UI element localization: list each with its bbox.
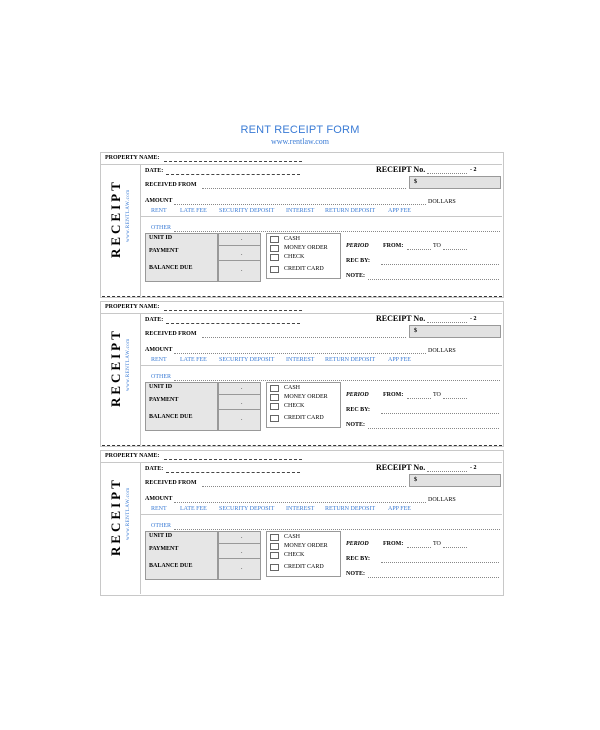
category-security-deposit[interactable]: SECURITY DEPOSIT [219, 208, 275, 214]
category-interest[interactable]: INTEREST [286, 506, 315, 512]
credit-card-checkbox[interactable] [270, 564, 279, 571]
period-from-field[interactable] [407, 398, 431, 399]
category-rent[interactable]: RENT [151, 357, 167, 363]
divider [218, 543, 261, 544]
receipt-side-title: RECEIPT [108, 477, 123, 556]
receipt-no-suffix: - 2 [470, 316, 477, 322]
balance-due-decimal: . [241, 565, 243, 571]
category-interest[interactable]: INTEREST [286, 208, 315, 214]
category-rent[interactable]: RENT [151, 506, 167, 512]
unit-id-label: UNIT ID [149, 235, 173, 241]
money-order-checkbox[interactable] [270, 394, 279, 401]
divider [218, 409, 261, 410]
cash-checkbox[interactable] [270, 534, 279, 541]
check-label: CHECK [284, 254, 305, 260]
category-app-fee[interactable]: APP FEE [388, 357, 411, 363]
money-order-label: MONEY ORDER [284, 245, 328, 251]
balance-due-decimal: . [241, 416, 243, 422]
period-to-label: TO [433, 392, 441, 398]
balance-due-label: BALANCE DUE [149, 265, 193, 271]
divider [141, 365, 502, 366]
amount-words-field[interactable] [174, 353, 426, 354]
dollar-sign: $ [414, 328, 417, 334]
amount-box[interactable] [409, 176, 501, 189]
money-order-checkbox[interactable] [270, 543, 279, 550]
note-field[interactable] [368, 279, 499, 280]
received-from-label: RECEIVED FROM [145, 182, 197, 188]
unit-id-label: UNIT ID [149, 384, 173, 390]
property-name-field[interactable] [164, 161, 302, 162]
check-label: CHECK [284, 403, 305, 409]
receipt-no-label: RECEIPT No. [376, 314, 426, 323]
period-from-field[interactable] [407, 249, 431, 250]
other-field[interactable] [174, 380, 500, 381]
category-return-deposit[interactable]: RETURN DEPOSIT [325, 357, 376, 363]
rec-by-label: REC BY: [346, 556, 370, 562]
credit-card-label: CREDIT CARD [284, 266, 324, 272]
receipt-side-url: www.RENTLAW.com [126, 189, 131, 242]
period-to-label: TO [433, 243, 441, 249]
received-from-field[interactable] [202, 486, 406, 487]
dollar-sign: $ [414, 179, 417, 185]
note-label: NOTE: [346, 571, 366, 577]
dollars-label: DOLLARS [428, 348, 456, 354]
date-label: DATE: [145, 317, 164, 323]
receipt-no-field[interactable] [427, 471, 467, 472]
unit-values-box[interactable] [218, 233, 261, 282]
period-to-field[interactable] [443, 547, 467, 548]
receipt-no-label: RECEIPT No. [376, 463, 426, 472]
category-other[interactable]: OTHER [151, 374, 171, 380]
rec-by-field[interactable] [381, 562, 499, 563]
receipt-side-url: www.RENTLAW.com [126, 487, 131, 540]
receipt-no-label: RECEIPT No. [376, 165, 426, 174]
unit-id-decimal: . [241, 385, 243, 391]
note-label: NOTE: [346, 422, 366, 428]
other-field[interactable] [174, 529, 500, 530]
amount-box[interactable] [409, 325, 501, 338]
other-field[interactable] [174, 231, 500, 232]
dollar-sign: $ [414, 477, 417, 483]
divider [218, 260, 261, 261]
period-from-label: FROM: [383, 243, 404, 249]
period-to-field[interactable] [443, 398, 467, 399]
receipt-side-title: RECEIPT [108, 179, 123, 258]
unit-values-box[interactable] [218, 382, 261, 431]
check-checkbox[interactable] [270, 552, 279, 559]
payment-decimal: . [241, 251, 243, 257]
receipt-side-panel [100, 313, 141, 445]
credit-card-checkbox[interactable] [270, 415, 279, 422]
rec-by-field[interactable] [381, 264, 499, 265]
divider [100, 164, 502, 165]
credit-card-checkbox[interactable] [270, 266, 279, 273]
divider [218, 245, 261, 246]
receipt-no-suffix: - 2 [470, 167, 477, 173]
amount-label: AMOUNT [145, 496, 173, 502]
category-interest[interactable]: INTEREST [286, 357, 315, 363]
amount-label: AMOUNT [145, 347, 173, 353]
date-field[interactable] [166, 323, 300, 324]
note-field[interactable] [368, 428, 499, 429]
receipt-no-field[interactable] [427, 173, 467, 174]
amount-words-field[interactable] [174, 502, 426, 503]
category-security-deposit[interactable]: SECURITY DEPOSIT [219, 506, 275, 512]
check-checkbox[interactable] [270, 254, 279, 261]
date-label: DATE: [145, 466, 164, 472]
property-name-label: PROPERTY NAME: [105, 453, 160, 459]
amount-words-field[interactable] [174, 204, 426, 205]
period-from-label: FROM: [383, 392, 404, 398]
period-label: PERIOD [346, 392, 369, 398]
unit-values-box[interactable] [218, 531, 261, 580]
cash-checkbox[interactable] [270, 385, 279, 392]
period-from-label: FROM: [383, 541, 404, 547]
money-order-label: MONEY ORDER [284, 543, 328, 549]
date-field[interactable] [166, 472, 300, 473]
category-late-fee[interactable]: LATE FEE [180, 357, 207, 363]
payment-label: PAYMENT [149, 248, 179, 254]
receipt-side-panel [100, 164, 141, 296]
receipt-copy-1 [100, 152, 504, 298]
payment-label: PAYMENT [149, 397, 179, 403]
received-from-field[interactable] [202, 337, 406, 338]
category-late-fee[interactable]: LATE FEE [180, 208, 207, 214]
rec-by-label: REC BY: [346, 258, 370, 264]
divider [218, 394, 261, 395]
money-order-label: MONEY ORDER [284, 394, 328, 400]
form-url[interactable]: www.rentlaw.com [270, 137, 330, 146]
period-label: PERIOD [346, 243, 369, 249]
cash-label: CASH [284, 236, 301, 242]
balance-due-decimal: . [241, 267, 243, 273]
unit-id-decimal: . [241, 534, 243, 540]
divider [141, 216, 502, 217]
payment-decimal: . [241, 400, 243, 406]
category-other[interactable]: OTHER [151, 225, 171, 231]
balance-due-label: BALANCE DUE [149, 414, 193, 420]
rec-by-field[interactable] [381, 413, 499, 414]
receipt-side-url: www.RENTLAW.com [126, 338, 131, 391]
category-other[interactable]: OTHER [151, 523, 171, 529]
credit-card-label: CREDIT CARD [284, 564, 324, 570]
category-rent[interactable]: RENT [151, 208, 167, 214]
receipt-copy-3 [100, 450, 504, 596]
divider [218, 558, 261, 559]
credit-card-label: CREDIT CARD [284, 415, 324, 421]
form-title: RENT RECEIPT FORM [240, 124, 360, 136]
property-name-label: PROPERTY NAME: [105, 155, 160, 161]
check-label: CHECK [284, 552, 305, 558]
cash-label: CASH [284, 534, 301, 540]
dollars-label: DOLLARS [428, 199, 456, 205]
date-label: DATE: [145, 168, 164, 174]
rec-by-label: REC BY: [346, 407, 370, 413]
period-from-field[interactable] [407, 547, 431, 548]
balance-due-label: BALANCE DUE [149, 563, 193, 569]
dollars-label: DOLLARS [428, 497, 456, 503]
payment-label: PAYMENT [149, 546, 179, 552]
cut-line [102, 445, 502, 446]
category-security-deposit[interactable]: SECURITY DEPOSIT [219, 357, 275, 363]
note-field[interactable] [368, 577, 499, 578]
period-to-label: TO [433, 541, 441, 547]
category-app-fee[interactable]: APP FEE [388, 208, 411, 214]
divider [100, 462, 502, 463]
receipt-no-suffix: - 2 [470, 465, 477, 471]
receipt-no-field[interactable] [427, 322, 467, 323]
unit-id-decimal: . [241, 236, 243, 242]
amount-box[interactable] [409, 474, 501, 487]
category-app-fee[interactable]: APP FEE [388, 506, 411, 512]
received-from-label: RECEIVED FROM [145, 331, 197, 337]
received-from-field[interactable] [202, 188, 406, 189]
property-name-field[interactable] [164, 459, 302, 460]
check-checkbox[interactable] [270, 403, 279, 410]
property-name-label: PROPERTY NAME: [105, 304, 160, 310]
money-order-checkbox[interactable] [270, 245, 279, 252]
category-return-deposit[interactable]: RETURN DEPOSIT [325, 208, 376, 214]
receipt-copy-2 [100, 301, 504, 447]
cut-line [102, 296, 502, 297]
payment-decimal: . [241, 549, 243, 555]
receipt-side-title: RECEIPT [108, 328, 123, 407]
category-return-deposit[interactable]: RETURN DEPOSIT [325, 506, 376, 512]
cash-checkbox[interactable] [270, 236, 279, 243]
received-from-label: RECEIVED FROM [145, 480, 197, 486]
period-to-field[interactable] [443, 249, 467, 250]
receipt-side-panel [100, 462, 141, 594]
cash-label: CASH [284, 385, 301, 391]
unit-id-label: UNIT ID [149, 533, 173, 539]
period-label: PERIOD [346, 541, 369, 547]
property-name-field[interactable] [164, 310, 302, 311]
category-late-fee[interactable]: LATE FEE [180, 506, 207, 512]
amount-label: AMOUNT [145, 198, 173, 204]
note-label: NOTE: [346, 273, 366, 279]
date-field[interactable] [166, 174, 300, 175]
divider [100, 313, 502, 314]
divider [141, 514, 502, 515]
